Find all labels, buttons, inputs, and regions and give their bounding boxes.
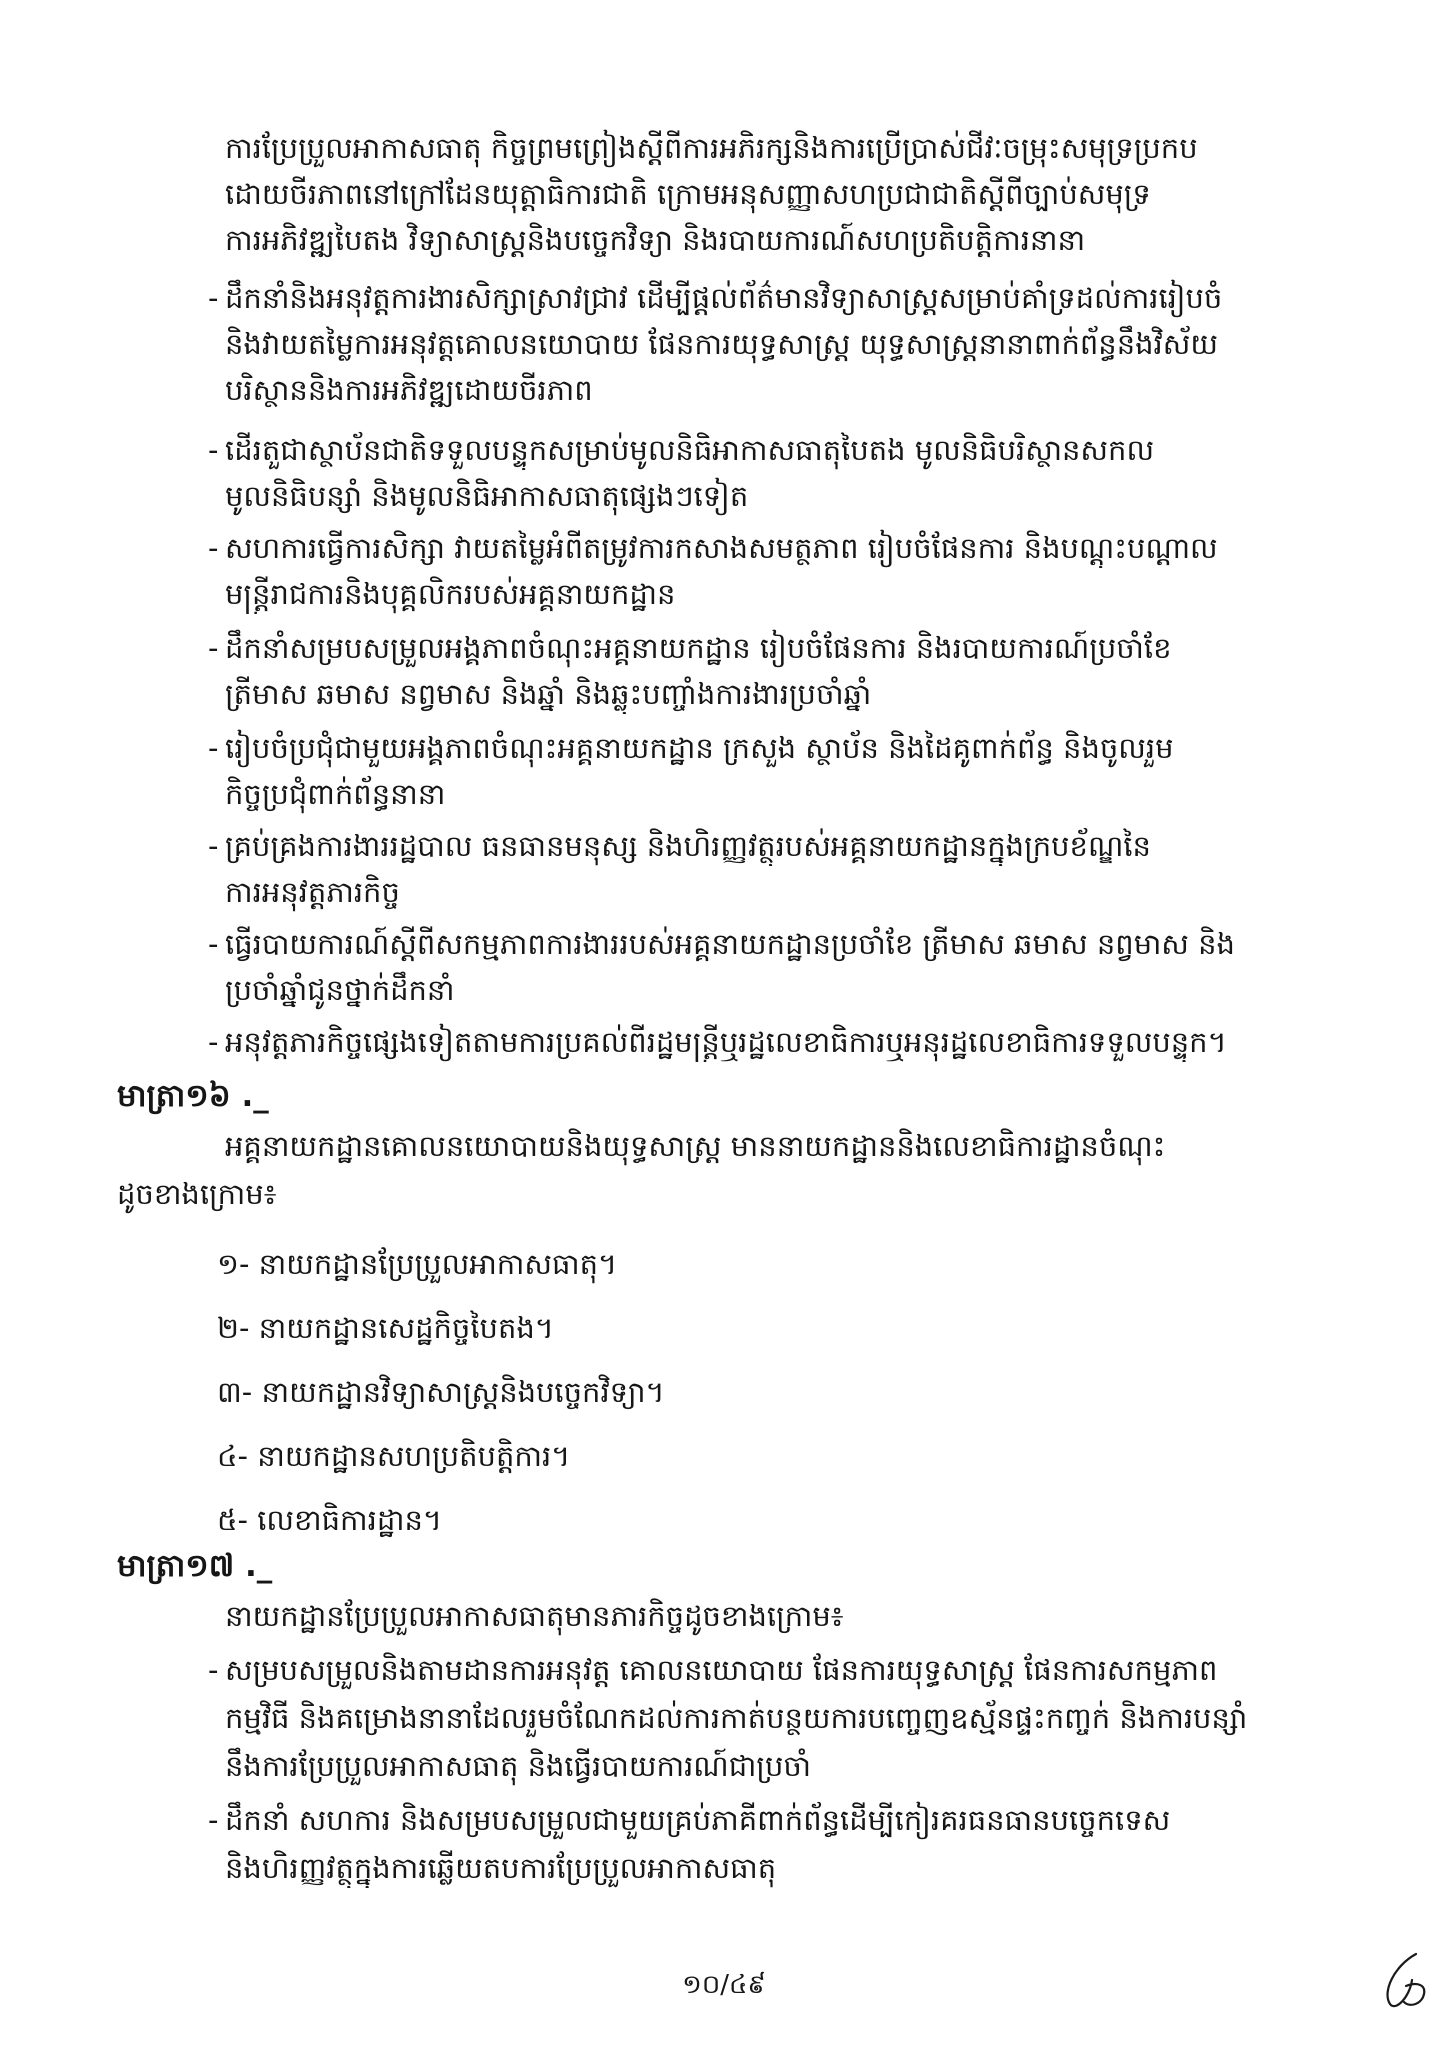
numbered-item: ៤- នាយកដ្ឋានសហប្រតិបត្តិការ។ (217, 1439, 571, 1473)
bullet-dash: - (208, 531, 219, 565)
article-intro: នាយកដ្ឋានប្រែប្រួលអាកាសធាតុមានភារកិច្ចដូចខាងក្រោម៖ (225, 1599, 844, 1633)
text-line: ដោយចីរភាពនៅក្រៅដែនយុត្តាធិការជាតិ ក្រោមអនុសញ្ញាសហប្រជាជាតិស្តីពីច្បាប់សមុទ្រ (225, 177, 1151, 211)
bullet-dash: - (208, 927, 219, 961)
text-line: កម្មវិធី និងគម្រោងនានាដែលរួមចំណែកដល់ការកាត់បន្ថយការបញ្ចេញឧស្ម័នផ្ទះកញ្ចក់ និងការបន្សាំ (225, 1701, 1248, 1735)
text-line: ការប្រែប្រួលអាកាសធាតុ កិច្ចព្រមព្រៀងស្តីពីការអភិរក្សនិងការប្រើប្រាស់ជីវៈចម្រុះសមុទ្រប្រកប (225, 131, 1198, 165)
text-line: រៀបចំប្រជុំជាមួយអង្គភាពចំណុះអគ្គនាយកដ្ឋាន ក្រសួង ស្ថាប័ន និងដៃគូពាក់ព័ន្ធ និងចូលរួម (225, 731, 1174, 765)
numbered-item: ៥- លេខាធិការដ្ឋាន។ (217, 1503, 443, 1537)
bullet-dash: - (208, 829, 219, 863)
article-intro: អគ្គនាយកដ្ឋានគោលនយោបាយនិងយុទ្ធសាស្ត្រ មាននាយកដ្ឋាននិងលេខាធិការដ្ឋានចំណុះ (225, 1129, 1166, 1163)
article-heading: មាត្រា១៧ ._ (117, 1548, 273, 1584)
bullet-dash: - (208, 1803, 219, 1837)
text-line: អនុវត្តភារកិច្ចផ្សេងទៀតតាមការប្រគល់ពីរដ្ឋមន្ត្រីឬរដ្ឋលេខាធិការឬអនុរដ្ឋលេខាធិការទទួលបន្ទុក។ (225, 1025, 1227, 1059)
text-line: ប្រចាំឆ្នាំជូនថ្នាក់ដឹកនាំ (225, 973, 455, 1007)
text-line: ដឹកនាំនិងអនុវត្តការងារសិក្សាស្រាវជ្រាវ ដើម្បីផ្តល់ព័ត៌មានវិទ្យាសាស្ត្រសម្រាប់គាំទ្រដល់ការរៀបចំ (225, 281, 1223, 315)
bullet-dash: - (208, 1653, 219, 1687)
text-line: បរិស្ថាននិងការអភិវឌ្ឍដោយចីរភាព (225, 373, 593, 407)
bullet-dash: - (208, 731, 219, 765)
text-line: គ្រប់គ្រងការងាររដ្ឋបាល ធនធានមនុស្ស និងហិរញ្ញវត្ថុរបស់អគ្គនាយកដ្ឋានក្នុងក្របខ័ណ្ឌនៃ (225, 829, 1151, 863)
bullet-dash: - (208, 631, 219, 665)
text-line: ការអនុវត្តភារកិច្ច (225, 875, 400, 909)
text-line: ដឹកនាំ សហការ និងសម្របសម្រួលជាមួយគ្រប់ភាគីពាក់ព័ន្ធដើម្បីកៀរគរធនធានបច្ចេកទេស (225, 1803, 1171, 1837)
article-heading: មាត្រា១៦ ._ (117, 1078, 269, 1114)
page-number: ១០/៤៩ (682, 1970, 766, 2000)
text-line: សម្របសម្រួលនិងតាមដានការអនុវត្ត គោលនយោបាយ ផែនការយុទ្ធសាស្ត្រ ផែនការសកម្មភាព (225, 1653, 1218, 1687)
text-line: ការអភិវឌ្ឍបៃតង វិទ្យាសាស្ត្រនិងបច្ចេកវិទ្យា និងរបាយការណ៍សហប្រតិបត្តិការនានា (225, 223, 1086, 257)
text-line: ត្រីមាស ឆមាស នព្វមាស និងឆ្នាំ និងឆ្លុះបញ្ចាំងការងារប្រចាំឆ្នាំ (225, 677, 872, 711)
text-line: និងវាយតម្លៃការអនុវត្តគោលនយោបាយ ផែនការយុទ្ធសាស្ត្រ យុទ្ធសាស្ត្រនានាពាក់ព័ន្ធនឹងវិស័យ (225, 327, 1218, 361)
signature-mark (1376, 1946, 1432, 2016)
bullet-dash: - (208, 433, 219, 467)
text-line: ដឹកនាំសម្របសម្រួលអង្គភាពចំណុះអគ្គនាយកដ្ឋាន រៀបចំផែនការ និងរបាយការណ៍ប្រចាំខែ (225, 631, 1172, 665)
numbered-item: ៣- នាយកដ្ឋានវិទ្យាសាស្ត្រនិងបច្ចេកវិទ្យា។ (217, 1375, 665, 1409)
text-line: កិច្ចប្រជុំពាក់ព័ន្ធនានា (225, 777, 446, 811)
bullet-dash: - (208, 1025, 219, 1059)
bullet-dash: - (208, 281, 219, 315)
text-line: និងហិរញ្ញវត្ថុក្នុងការឆ្លើយតបការប្រែប្រួលអាកាសធាតុ (225, 1851, 777, 1885)
text-line: មន្ត្រីរាជការនិងបុគ្គលិករបស់អគ្គនាយកដ្ឋាន (225, 577, 676, 611)
text-line: ធ្វើរបាយការណ៍ស្តីពីសកម្មភាពការងាររបស់អគ្គនាយកដ្ឋានប្រចាំខែ ត្រីមាស ឆមាស នព្វមាស និង (225, 927, 1235, 961)
text-line: សហការធ្វើការសិក្សា វាយតម្លៃអំពីតម្រូវការកសាងសមត្ថភាព រៀបចំផែនការ និងបណ្តុះបណ្តាល (225, 531, 1218, 565)
text-line: មូលនិធិបន្សាំ និងមូលនិធិអាកាសធាតុផ្សេងៗទៀត (225, 479, 749, 513)
text-line: ដើរតួជាស្ថាប័នជាតិទទួលបន្ទុកសម្រាប់មូលនិធិអាកាសធាតុបៃតង មូលនិធិបរិស្ថានសកល (225, 433, 1155, 467)
text-line: នឹងការប្រែប្រួលអាកាសធាតុ និងធ្វើរបាយការណ៍ជាប្រចាំ (225, 1749, 811, 1783)
numbered-item: ២- នាយកដ្ឋានសេដ្ឋកិច្ចបៃតង។ (217, 1311, 554, 1345)
numbered-item: ១- នាយកដ្ឋានប្រែប្រួលអាកាសធាតុ។ (217, 1247, 618, 1281)
article-intro: ដូចខាងក្រោម៖ (117, 1177, 277, 1211)
